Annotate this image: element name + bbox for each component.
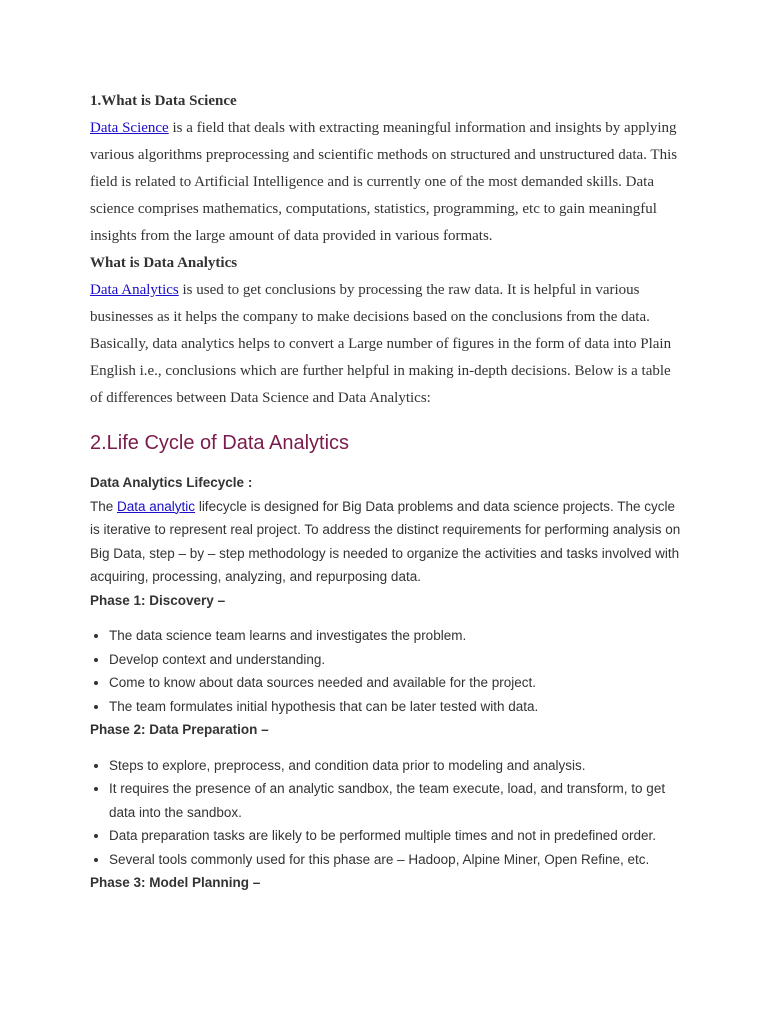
list-item: • The team formulates initial hypothesis that can be later tested with data. [109, 695, 682, 719]
list-item: • It requires the presence of an analytic sandbox, the team execute, load, and transform, to get data into the sandbox. [109, 777, 682, 824]
lifecycle-subheading: Data Analytics Lifecycle : [90, 475, 253, 490]
phase-1-list [90, 624, 682, 718]
list-item: • Data preparation tasks are likely to be performed multiple times and not in predefined order. [109, 824, 682, 848]
phase-2-heading: Phase 2: Data Preparation – [90, 722, 269, 737]
data-analytics-link[interactable]: Data Analytics [90, 282, 179, 298]
phase-1-heading: Phase 1: Discovery – [90, 592, 226, 608]
life-cycle-heading: 2.Life Cycle of Data Analytics [90, 432, 350, 454]
phase-3-heading: Phase 3: Model Planning – [90, 875, 261, 890]
list-item: • Develop context and understanding. [109, 648, 682, 672]
data-science-link[interactable]: Data Science [90, 120, 169, 136]
data-analytics-text: is used to get conclusions by processing the raw data. It is helpful in various businesses as it helps the company to make decisions based on the conclusions from the data. Basically, data analytics helps to convert a Large number of figures in the form of data into Plain English i.e., conclusions which are further helpful in making in-depth decisions. Below is a table of differences between Data Science and Data Analytics: [90, 282, 672, 406]
data-analytics-heading: What is Data Analytics [90, 255, 238, 271]
list-item: • The data science team learns and investigates the problem. [109, 624, 682, 648]
data-analytics-paragraph [90, 277, 682, 412]
data-science-text: is a field that deals with extracting meaningful information and insights by applying various algorithms preprocessing and scientific methods on structured and unstructured data. This field is related to Artificial Intelligence and is currently one of the most demanded skills. Data science comprises mathematics, computations, statistics, programming, etc to gain meaningful insights from the large amount of data provided in various formats. [90, 120, 678, 244]
lifecycle-intro-paragraph [90, 495, 682, 589]
document-page [90, 88, 682, 895]
data-science-paragraph [90, 115, 682, 250]
phase-2-list [90, 754, 682, 872]
list-item: • Come to know about data sources needed and available for the project. [109, 671, 682, 695]
list-item: • Steps to explore, preprocess, and condition data prior to modeling and analysis. [109, 754, 682, 778]
intro-text: lifecycle is designed for Big Data problems and data science projects. The cycle is iterative to represent real project. To address the distinct requirements for performing analysis on Big Data, step – by – step methodology is needed to organize the activities and tasks involved with acquiring, processing, analyzing, and repurposing data. [90, 498, 681, 584]
list-item: • Several tools commonly used for this phase are – Hadoop, Alpine Miner, Open Refine, etc. [109, 848, 682, 872]
data-science-heading: 1.What is Data Science [90, 93, 237, 109]
data-analytic-link[interactable]: Data analytic [117, 498, 196, 514]
intro-prefix: The [90, 498, 118, 514]
